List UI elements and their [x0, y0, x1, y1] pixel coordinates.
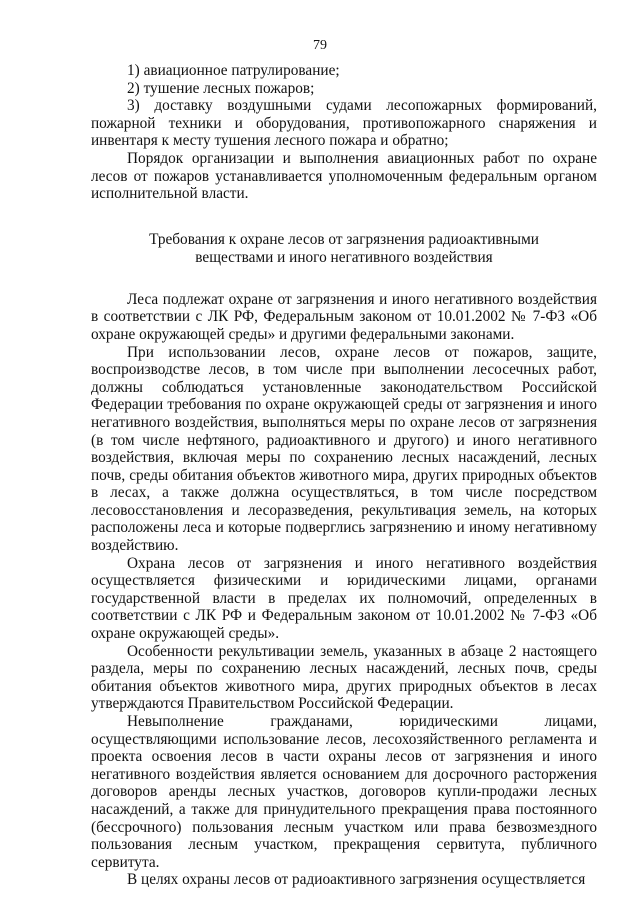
paragraph-forest-protection-basis: Леса подлежат охране от загрязнения и иного негативного воздействия в соответствии с ЛК РФ, Федеральным законом от 10.01.2002 № 7-ФЗ «Об охране окружающей среды» и другими федеральными законами. — [91, 290, 597, 343]
paragraph-recultivation-features: Особенности рекультивации земель, указанных в абзаце 2 настоящего раздела, меры по сохранению лесных насаждений, лесных почв, среды обитания объектов животного мира, других природных объектов в лесах утверждаются Правительством Российской Федерации. — [91, 642, 597, 713]
paragraph-forest-use-requirements: При использовании лесов, охране лесов от пожаров, защите, воспроизводстве лесов, в том числе при выполнении лесосечных работ, должны соблюдаться установленные законодательством Российской Федерации требования по охране окружающей среды от загрязнения и иного негативного воздействия, выполняться меры по охране лесов от загрязнения (в том числе нефтяного, радиоактивного и другого) и иного негативного воздействия, включая меры по сохранению лесных насаждений, лесных почв, среды обитания объектов животного мира, других природных объектов в лесах, а также должна осуществляться, в том числе посредством лесовосстановления и лесоразведения, рекультивация земель, на которых расположены леса и которые подверглись загрязнению и иному негативному воздействию. — [91, 343, 597, 555]
page-number: 79 — [313, 38, 327, 53]
section-heading-line-1: Требования к охране лесов от загрязнения радиоактивными — [149, 230, 539, 248]
list-item-aircraft-delivery: 3) доставку воздушными судами лесопожарных формирований, пожарной техники и оборудования, противопожарного снаряжения и инвентаря к месту тушения лесного пожара и обратно; — [91, 97, 597, 150]
paragraph-protection-subjects: Охрана лесов от загрязнения и иного негативного воздействия осуществляется физическими и юридическими лицами, органами государственной власти в пределах их полномочий, определенных в соответствии с ЛК РФ и Федеральным законом от 10.01.2002 № 7-ФЗ «Об охране окружающей среды». — [91, 554, 597, 643]
paragraph-aviation-works-order: Порядок организации и выполнения авиационных работ по охране лесов от пожаров устанавливается уполномоченным федеральным органом исполнительной власти. — [91, 149, 597, 203]
list-item-fire-extinguishing: 2) тушение лесных пожаров; — [127, 79, 315, 97]
paragraph-noncompliance-consequences: Невыполнение гражданами, юридическими лицами, осуществляющими использование лесов, лесохозяйственного регламента и проекта освоения лесов в части охраны лесов от загрязнения и иного негативного воздействия является основанием для досрочного расторжения договоров аренды лесных участков, договоров купли-продажи лесных насаждений, а также для принудительного прекращения права постоянного (бессрочного) пользования лесным участком или права безвозмездного пользования лесным участком, прекращения сервитута, публичного сервитута. — [91, 713, 597, 871]
section-heading — [91, 231, 597, 267]
paragraph-radioactive-protection: В целях охраны лесов от радиоактивного загрязнения осуществляется — [127, 871, 586, 889]
section-heading-line-2: веществами и иного негативного воздействия — [195, 248, 493, 266]
page-content — [91, 62, 597, 889]
list-item-aviation-patrol: 1) авиационное патрулирование; — [127, 62, 340, 79]
